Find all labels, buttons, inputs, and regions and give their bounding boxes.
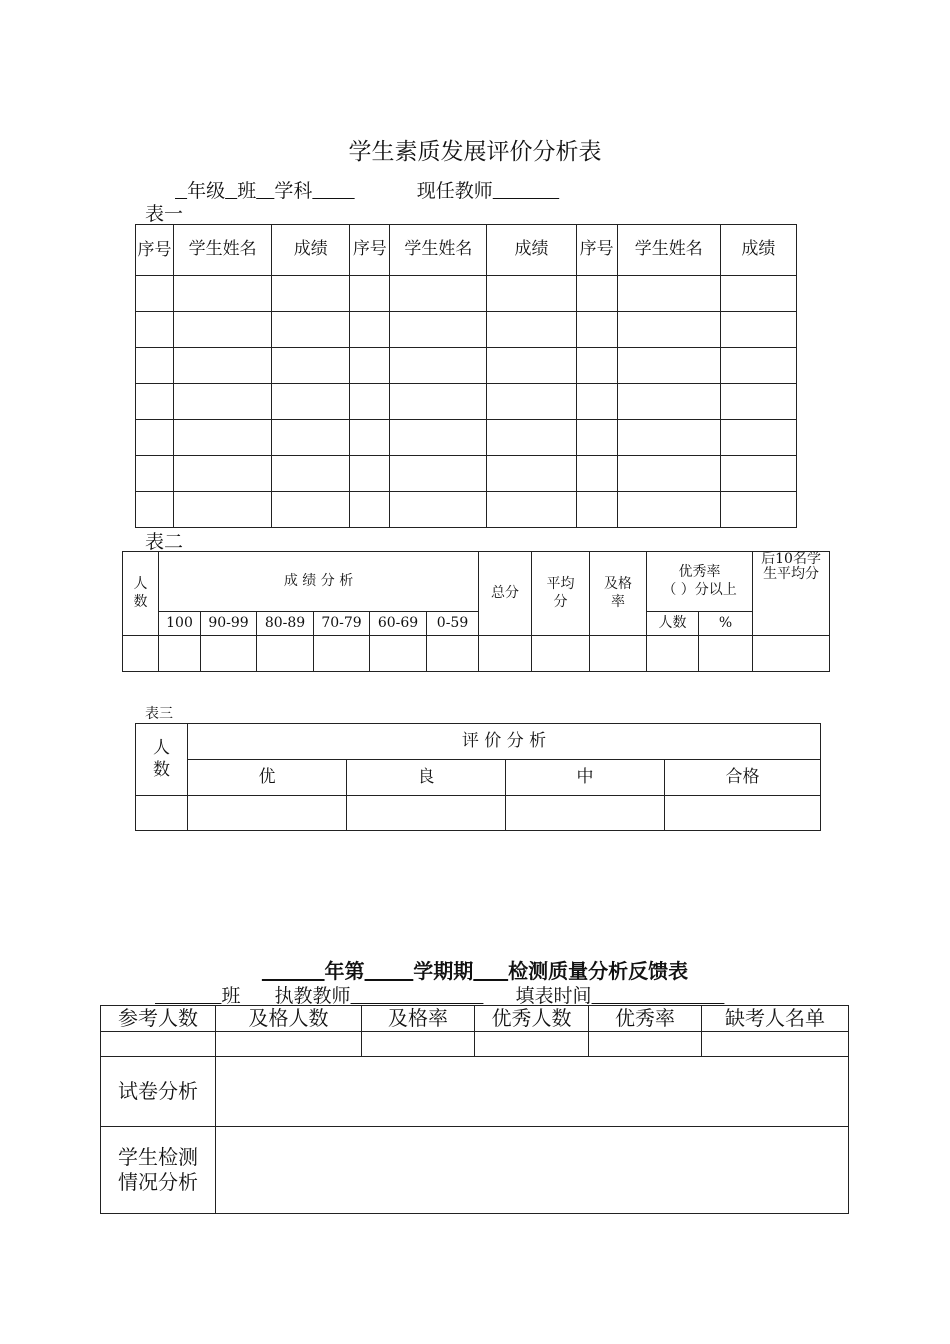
excellent-rate-header [647, 552, 753, 612]
cell[interactable] [257, 636, 314, 672]
header-name: 学生姓名 [617, 225, 720, 276]
header-participants: 参考人数 [101, 1006, 216, 1032]
header-absent-list: 缺考人名单 [702, 1006, 849, 1032]
evaluation-table [135, 723, 821, 831]
table-row [136, 492, 797, 528]
table-row [136, 276, 797, 312]
grade-good: 良 [347, 760, 506, 796]
cell[interactable] [720, 492, 796, 528]
total-score-header: 总分 [479, 552, 532, 636]
cell[interactable] [487, 348, 576, 384]
cell[interactable] [487, 420, 576, 456]
people-count-header: 人数 [123, 552, 159, 636]
class-subject-blank[interactable]: 年级 班 学科 [187, 180, 313, 202]
excellent-rate-label: 优秀率 [678, 564, 721, 580]
cell[interactable] [487, 312, 576, 348]
table-row [101, 1032, 849, 1057]
range-80-89: 80-89 [257, 612, 314, 636]
cell[interactable] [699, 636, 753, 672]
range-0-59: 0-59 [427, 612, 479, 636]
student-analysis-field[interactable] [216, 1127, 849, 1214]
cell[interactable] [136, 276, 174, 312]
header-seq: 序号 [576, 225, 617, 276]
cell[interactable] [617, 348, 720, 384]
table-row [136, 456, 797, 492]
cell[interactable] [101, 1032, 216, 1057]
cell[interactable] [174, 276, 272, 312]
cell[interactable] [427, 636, 479, 672]
cell[interactable] [350, 348, 390, 384]
cell[interactable] [487, 456, 576, 492]
teacher-blank[interactable]: 现任教师 [416, 180, 493, 202]
cell[interactable] [487, 276, 576, 312]
student-analysis-label: 学生检测情况分析 [101, 1127, 216, 1214]
score-analysis-header: 成 绩 分 析 [159, 552, 479, 612]
cell[interactable] [576, 312, 617, 348]
cell[interactable] [362, 1032, 475, 1057]
pass-rate-header: 及格率 [590, 552, 647, 636]
cell[interactable] [390, 420, 487, 456]
student-score-table [135, 224, 797, 528]
cell[interactable] [390, 456, 487, 492]
cell[interactable] [720, 348, 796, 384]
feedback-info-line [155, 981, 724, 1008]
range-100: 100 [159, 612, 201, 636]
cell[interactable] [123, 636, 159, 672]
grade-excellent: 优 [188, 760, 347, 796]
range-90-99: 90-99 [201, 612, 257, 636]
header-excellent-rate: 优秀率 [589, 1006, 702, 1032]
range-70-79: 70-79 [314, 612, 370, 636]
cell[interactable] [720, 312, 796, 348]
cell[interactable] [216, 1032, 362, 1057]
grade-pass: 合格 [665, 760, 821, 796]
cell[interactable] [702, 1032, 849, 1057]
cell[interactable] [174, 312, 272, 348]
cell[interactable] [647, 636, 699, 672]
cell[interactable] [272, 384, 350, 420]
cell[interactable] [532, 636, 590, 672]
cell[interactable] [350, 420, 390, 456]
cell[interactable] [390, 276, 487, 312]
range-60-69: 60-69 [370, 612, 427, 636]
cell[interactable] [617, 420, 720, 456]
table-row [136, 312, 797, 348]
header-name: 学生姓名 [174, 225, 272, 276]
header-score: 成绩 [720, 225, 796, 276]
table1-label: 表一 [145, 203, 184, 225]
cell[interactable] [475, 1032, 589, 1057]
cell[interactable] [576, 420, 617, 456]
header-score: 成绩 [272, 225, 350, 276]
cell[interactable] [272, 492, 350, 528]
header-score: 成绩 [487, 225, 576, 276]
cell[interactable] [576, 384, 617, 420]
cell[interactable] [272, 420, 350, 456]
header-pass-rate: 及格率 [362, 1006, 475, 1032]
average-score-header: 平均分 [532, 552, 590, 636]
fill-date-blank[interactable]: 填表时间 [515, 985, 592, 1007]
header-seq: 序号 [136, 225, 174, 276]
cell[interactable] [136, 312, 174, 348]
header-name: 学生姓名 [390, 225, 487, 276]
header-seq: 序号 [350, 225, 390, 276]
cell[interactable] [617, 492, 720, 528]
paper-analysis-label: 试卷分析 [101, 1057, 216, 1127]
cell[interactable] [272, 456, 350, 492]
header-excellent-count: 优秀人数 [475, 1006, 589, 1032]
cell[interactable] [188, 796, 347, 831]
cell[interactable] [506, 796, 665, 831]
excellent-threshold-label: （ ）分以上 [662, 581, 737, 598]
cell[interactable] [617, 456, 720, 492]
cell[interactable] [136, 796, 188, 831]
table1-header-row [136, 225, 797, 276]
table-row [136, 796, 821, 831]
cell[interactable] [201, 636, 257, 672]
cell[interactable] [665, 796, 821, 831]
table2-label: 表二 [145, 531, 184, 553]
bottom10-average-header: 后10名学生平均分 [753, 552, 830, 636]
cell[interactable] [347, 796, 506, 831]
page-title: 学生素质发展评价分析表 [348, 139, 602, 165]
cell[interactable] [479, 636, 532, 672]
cell[interactable] [576, 492, 617, 528]
cell[interactable] [272, 276, 350, 312]
cell[interactable] [589, 1032, 702, 1057]
class-info-line [175, 176, 559, 203]
cell[interactable] [720, 276, 796, 312]
cell[interactable] [617, 276, 720, 312]
table-row [136, 348, 797, 384]
cell[interactable] [576, 348, 617, 384]
table3-label: 表三 [145, 706, 173, 722]
cell[interactable] [487, 384, 576, 420]
cell[interactable] [350, 492, 390, 528]
table-row [136, 420, 797, 456]
cell[interactable] [174, 420, 272, 456]
cell[interactable] [314, 636, 370, 672]
grade-medium: 中 [506, 760, 665, 796]
cell[interactable] [350, 456, 390, 492]
cell[interactable] [390, 348, 487, 384]
cell[interactable] [174, 456, 272, 492]
cell[interactable] [136, 492, 174, 528]
feedback-title: 年第 学期期 检测质量分析反馈表 [324, 959, 689, 983]
people-count-header: 人数 [136, 724, 188, 796]
paper-analysis-field[interactable] [216, 1057, 849, 1127]
cell[interactable] [753, 636, 830, 672]
cell[interactable] [590, 636, 647, 672]
cell[interactable] [136, 420, 174, 456]
cell[interactable] [617, 312, 720, 348]
table-row [123, 636, 830, 672]
class-blank[interactable]: 班 [221, 985, 241, 1007]
evaluation-header: 评 价 分 析 [188, 724, 821, 760]
cell[interactable] [350, 276, 390, 312]
cell[interactable] [136, 348, 174, 384]
cell[interactable] [390, 492, 487, 528]
cell[interactable] [390, 312, 487, 348]
quality-feedback-table [100, 1005, 849, 1214]
cell[interactable] [617, 384, 720, 420]
cell[interactable] [487, 492, 576, 528]
cell[interactable] [136, 456, 174, 492]
table-row [136, 384, 797, 420]
cell[interactable] [576, 276, 617, 312]
cell[interactable] [720, 384, 796, 420]
cell[interactable] [174, 348, 272, 384]
cell[interactable] [174, 492, 272, 528]
cell[interactable] [370, 636, 427, 672]
cell[interactable] [136, 384, 174, 420]
cell[interactable] [720, 420, 796, 456]
cell[interactable] [350, 384, 390, 420]
cell[interactable] [576, 456, 617, 492]
score-analysis-table [122, 551, 830, 672]
excellent-count-header: 人数 [647, 612, 699, 636]
cell[interactable] [720, 456, 796, 492]
cell[interactable] [174, 384, 272, 420]
excellent-percent-header: % [699, 612, 753, 636]
teacher-blank[interactable]: 执教教师 [274, 985, 351, 1007]
cell[interactable] [390, 384, 487, 420]
header-pass-count: 及格人数 [216, 1006, 362, 1032]
cell[interactable] [272, 312, 350, 348]
cell[interactable] [272, 348, 350, 384]
cell[interactable] [350, 312, 390, 348]
cell[interactable] [159, 636, 201, 672]
